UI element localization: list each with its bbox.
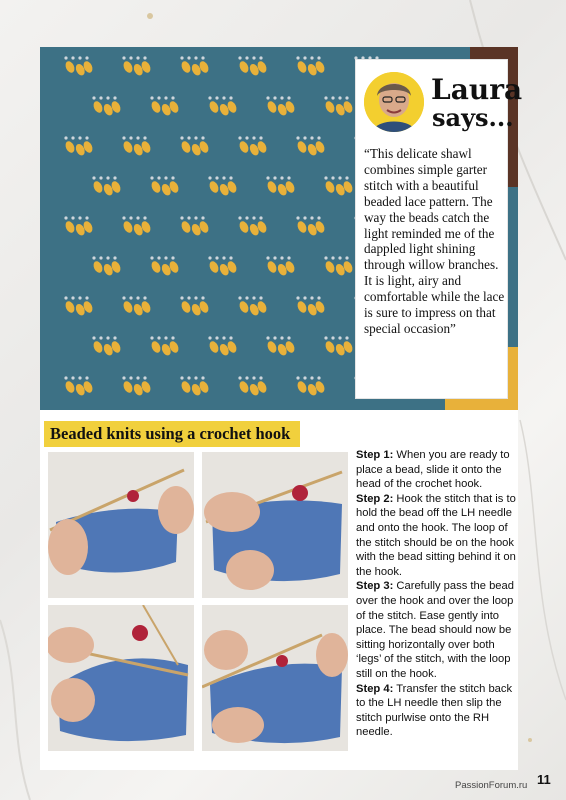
laura-avatar <box>364 72 424 132</box>
steps-text <box>356 448 518 740</box>
step-3-body: Carefully pass the bead over the hook and over the loop of the stitch. Ease gently into place. The bead should now be sitting horizontally over both ‘legs’ of the stitch, with the loop still on the hook. <box>356 580 514 680</box>
step-1-photo <box>48 452 194 598</box>
step-1-text <box>356 448 518 492</box>
step-4-body: Transfer the stitch back to the LH needle then slip the stitch purlwise onto the RH needle. <box>356 682 513 739</box>
step-2-body: Hook the stitch that is to hold the bead off the LH needle and onto the hook. The loop of the stitch should be on the hook with the bead sitting behind it on the hook. <box>356 492 516 578</box>
step-2-text <box>356 492 518 580</box>
callout-quote: “This delicate shawl combines simple garter stitch with a beautiful beaded lace pattern. The way the beads catch the light reminded me of the dappled light shining through willow branches. It is light, airy and comfortable while the lace is sure to impress on that special occasion” <box>364 146 505 336</box>
step-1-body: When you are ready to place a bead, slide it onto the head of the crochet hook. <box>356 449 510 491</box>
step-1-label: Step 1: <box>356 449 394 461</box>
page-number: 11 <box>537 772 551 787</box>
step-3-label: Step 3: <box>356 580 394 593</box>
step-4-text <box>356 682 518 740</box>
step-4-photo <box>202 605 348 751</box>
laura-says-callout <box>356 60 523 398</box>
watermark: PassionForum.ru <box>455 780 528 791</box>
step-2-photo <box>202 452 348 598</box>
step-4-label: Step 4: <box>356 682 394 695</box>
step-3-text <box>356 579 518 681</box>
step-2-label: Step 2: <box>356 492 394 505</box>
section-title: Beaded knits using a crochet hook <box>44 421 300 447</box>
step-3-photo <box>48 605 194 751</box>
callout-says: says... <box>432 103 514 132</box>
callout-name: Laura <box>431 73 523 106</box>
